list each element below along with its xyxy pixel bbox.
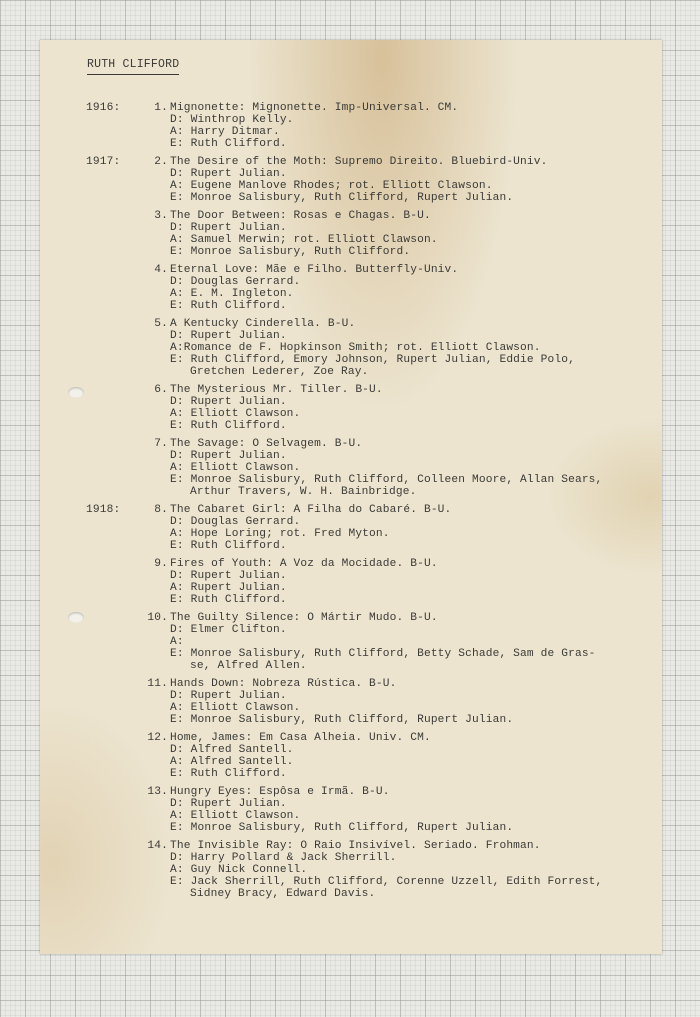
cast-line-continued: Gretchen Lederer, Zoe Ray. bbox=[190, 366, 369, 378]
director-line: D: Winthrop Kelly. bbox=[170, 114, 294, 126]
director-line: D: Alfred Santell. bbox=[170, 744, 294, 756]
punch-hole bbox=[68, 387, 84, 398]
director-line: D: Douglas Gerrard. bbox=[170, 516, 301, 528]
director-line: D: Rupert Julian. bbox=[170, 222, 287, 234]
filmography-list bbox=[86, 102, 646, 906]
entry-number: 14. bbox=[147, 840, 168, 852]
film-entry bbox=[86, 612, 646, 672]
cast-line-continued: Arthur Travers, W. H. Bainbridge. bbox=[190, 486, 417, 498]
entry-number: 9. bbox=[154, 558, 168, 570]
film-entry bbox=[86, 210, 646, 258]
director-line: D: Rupert Julian. bbox=[170, 690, 287, 702]
entry-number: 11. bbox=[147, 678, 168, 690]
cast-line: E: Monroe Salisbury, Ruth Clifford. bbox=[170, 246, 411, 258]
cast-line: E: Monroe Salisbury, Ruth Clifford, Colleen Moore, Allan Sears, bbox=[170, 474, 603, 486]
document-heading: RUTH CLIFFORD bbox=[87, 58, 179, 75]
film-title: The Invisible Ray: O Raio Insivível. Seriado. Frohman. bbox=[170, 840, 541, 852]
cast-line: E: Jack Sherrill, Ruth Clifford, Corenne Uzzell, Edith Forrest, bbox=[170, 876, 603, 888]
entry-number: 10. bbox=[147, 612, 168, 624]
author-line: A: Eugene Manlove Rhodes; rot. Elliott Clawson. bbox=[170, 180, 493, 192]
director-line: D: Rupert Julian. bbox=[170, 396, 287, 408]
film-title: Mignonette: Mignonette. Imp-Universal. CM. bbox=[170, 102, 459, 114]
cast-line: E: Monroe Salisbury, Ruth Clifford, Rupert Julian. bbox=[170, 714, 514, 726]
cast-line: E: Ruth Clifford. bbox=[170, 594, 287, 606]
author-line: A: Alfred Santell. bbox=[170, 756, 294, 768]
film-title: A Kentucky Cinderella. B-U. bbox=[170, 318, 356, 330]
director-line: D: Rupert Julian. bbox=[170, 570, 287, 582]
entry-number: 3. bbox=[154, 210, 168, 222]
author-line: A: Samuel Merwin; rot. Elliott Clawson. bbox=[170, 234, 438, 246]
cast-line: E: Ruth Clifford, Emory Johnson, Rupert Julian, Eddie Polo, bbox=[170, 354, 575, 366]
entry-number: 5. bbox=[154, 318, 168, 330]
director-line: D: Harry Pollard & Jack Sherrill. bbox=[170, 852, 397, 864]
film-title: Fires of Youth: A Voz da Mocidade. B-U. bbox=[170, 558, 438, 570]
film-title: Eternal Love: Mãe e Filho. Butterfly-Univ. bbox=[170, 264, 459, 276]
film-title: The Guilty Silence: O Mártir Mudo. B-U. bbox=[170, 612, 438, 624]
film-entry bbox=[86, 558, 646, 606]
film-title: The Desire of the Moth: Supremo Direito. Bluebird-Univ. bbox=[170, 156, 548, 168]
director-line: D: Rupert Julian. bbox=[170, 450, 287, 462]
film-entry bbox=[86, 384, 646, 432]
film-entry bbox=[86, 438, 646, 498]
cast-line: E: Ruth Clifford. bbox=[170, 768, 287, 780]
author-line: A: Elliott Clawson. bbox=[170, 702, 301, 714]
cast-line: E: Monroe Salisbury, Ruth Clifford, Rupert Julian. bbox=[170, 822, 514, 834]
film-entry bbox=[86, 264, 646, 312]
director-line: D: Rupert Julian. bbox=[170, 798, 287, 810]
author-line: A: Hope Loring; rot. Fred Myton. bbox=[170, 528, 390, 540]
film-title: The Savage: O Selvagem. B-U. bbox=[170, 438, 363, 450]
film-title: Hands Down: Nobreza Rústica. B-U. bbox=[170, 678, 397, 690]
author-line: A: Elliott Clawson. bbox=[170, 462, 301, 474]
cast-line: E: Ruth Clifford. bbox=[170, 300, 287, 312]
author-line: A: Elliott Clawson. bbox=[170, 810, 301, 822]
director-line: D: Rupert Julian. bbox=[170, 168, 287, 180]
cast-line: E: Monroe Salisbury, Ruth Clifford, Rupert Julian. bbox=[170, 192, 514, 204]
entry-year: 1916: bbox=[86, 102, 121, 114]
cast-line: E: Monroe Salisbury, Ruth Clifford, Betty Schade, Sam de Gras- bbox=[170, 648, 596, 660]
entry-year: 1918: bbox=[86, 504, 121, 516]
film-entry bbox=[86, 786, 646, 834]
entry-number: 8. bbox=[154, 504, 168, 516]
author-line: A: E. M. Ingleton. bbox=[170, 288, 294, 300]
entry-number: 13. bbox=[147, 786, 168, 798]
director-line: D: Rupert Julian. bbox=[170, 330, 287, 342]
punch-hole bbox=[68, 612, 84, 623]
film-entry bbox=[86, 732, 646, 780]
author-line: A: Rupert Julian. bbox=[170, 582, 287, 594]
cast-line-continued: se, Alfred Allen. bbox=[190, 660, 307, 672]
cast-line: E: Ruth Clifford. bbox=[170, 540, 287, 552]
author-line: A: Harry Ditmar. bbox=[170, 126, 280, 138]
director-line: D: Elmer Clifton. bbox=[170, 624, 287, 636]
document-sheet bbox=[40, 40, 662, 954]
film-entry bbox=[86, 504, 646, 552]
director-line: D: Douglas Gerrard. bbox=[170, 276, 301, 288]
film-title: The Mysterious Mr. Tiller. B-U. bbox=[170, 384, 383, 396]
entry-number: 6. bbox=[154, 384, 168, 396]
author-line: A: Elliott Clawson. bbox=[170, 408, 301, 420]
cast-line: E: Ruth Clifford. bbox=[170, 420, 287, 432]
entry-number: 2. bbox=[154, 156, 168, 168]
author-line: A: Guy Nick Connell. bbox=[170, 864, 308, 876]
entry-number: 7. bbox=[154, 438, 168, 450]
cast-line-continued: Sidney Bracy, Edward Davis. bbox=[190, 888, 376, 900]
film-entry bbox=[86, 156, 646, 204]
film-title: The Door Between: Rosas e Chagas. B-U. bbox=[170, 210, 431, 222]
film-entry bbox=[86, 102, 646, 150]
film-entry bbox=[86, 318, 646, 378]
cast-line: E: Ruth Clifford. bbox=[170, 138, 287, 150]
entry-number: 4. bbox=[154, 264, 168, 276]
film-entry bbox=[86, 678, 646, 726]
film-title: The Cabaret Girl: A Filha do Cabaré. B-U. bbox=[170, 504, 452, 516]
author-line: A: bbox=[170, 636, 184, 648]
film-title: Home, James: Em Casa Alheia. Univ. CM. bbox=[170, 732, 431, 744]
film-entry bbox=[86, 840, 646, 900]
film-title: Hungry Eyes: Espôsa e Irmã. B-U. bbox=[170, 786, 390, 798]
author-line: A:Romance de F. Hopkinson Smith; rot. Elliott Clawson. bbox=[170, 342, 541, 354]
entry-year: 1917: bbox=[86, 156, 121, 168]
entry-number: 12. bbox=[147, 732, 168, 744]
entry-number: 1. bbox=[154, 102, 168, 114]
